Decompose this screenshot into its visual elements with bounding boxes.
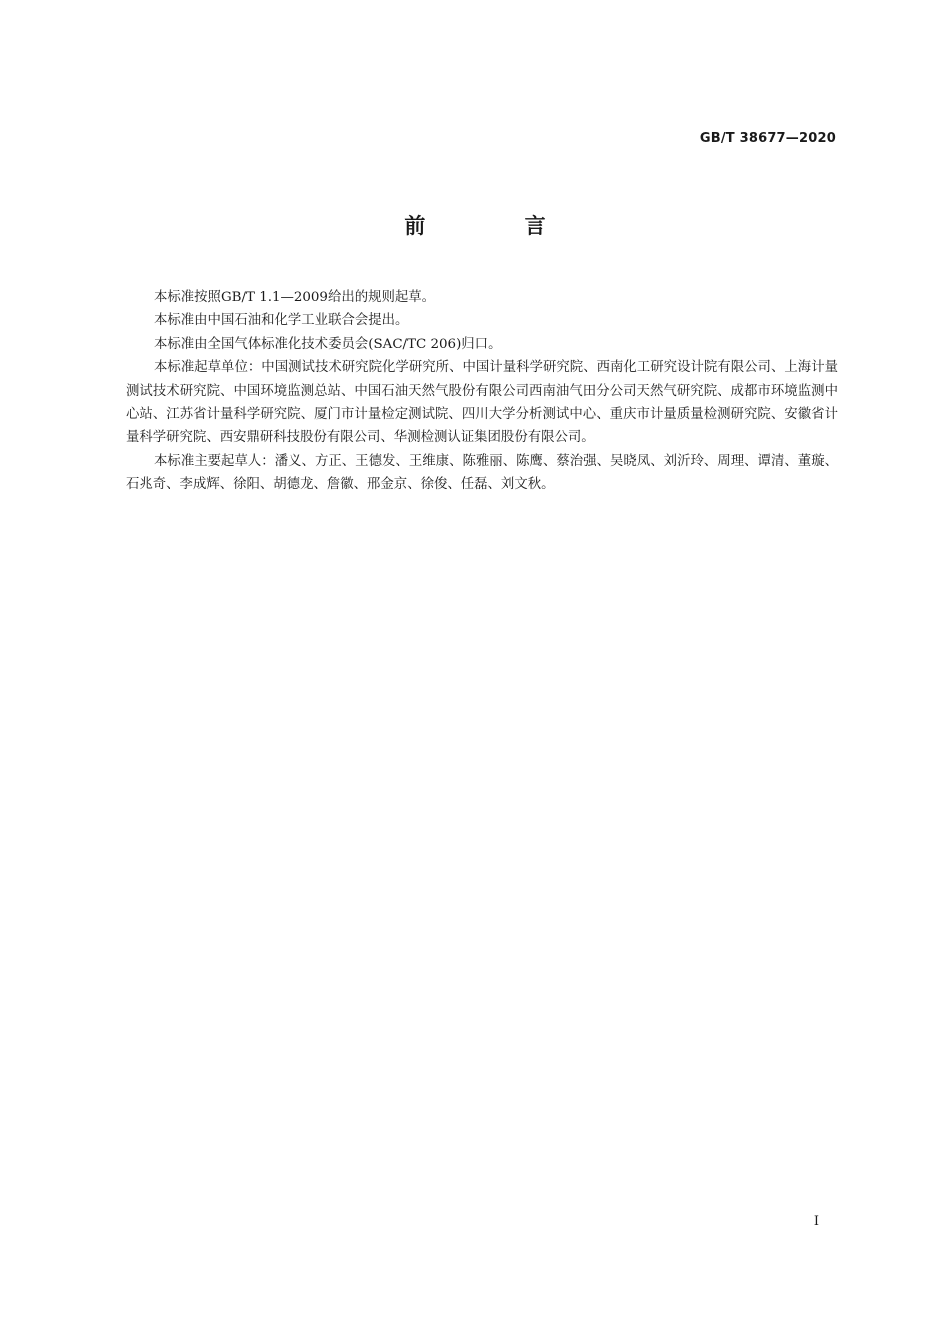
standard-number: GB/T 38677—2020 [699, 131, 836, 146]
paragraph-proposer: 本标准由中国石油和化学工业联合会提出。 [154, 313, 409, 329]
page-number: I [813, 1214, 819, 1229]
paragraph-drafting-rules: 本标准按照GB/T 1.1—2009给出的规则起草。 [154, 290, 436, 305]
paragraph-technical-committee: 本标准由全国气体标准化技术委员会(SAC/TC 206)归口。 [154, 336, 502, 352]
page-title: 前 言 [404, 214, 592, 238]
foreword-body [126, 286, 838, 497]
paragraph-drafting-units: 本标准起草单位：中国测试技术研究院化学研究所、中国计量科学研究院、西南化工研究设计院有限公司、上海计量测试技术研究院、中国环境监测总站、中国石油天然气股份有限公司西南油气田分公司天然气研究院、成都市环境监测中心站、江苏省计量科学研究院、厦门市计量检定测试院、四川大学分析测试中心、重庆市计量质量检测研究院、安徽省计量科学研究院、西安鼎研科技股份有限公司、华测检测认证集团股份有限公司。 [126, 360, 838, 446]
paragraph-main-drafters: 本标准主要起草人：潘义、方正、王德发、王维康、陈雅丽、陈鹰、蔡治强、吴晓凤、刘沂玲、周理、谭清、董璇、石兆奇、李成辉、徐阳、胡德龙、詹徽、邢金京、徐俊、任磊、刘文秋。 [126, 453, 838, 493]
